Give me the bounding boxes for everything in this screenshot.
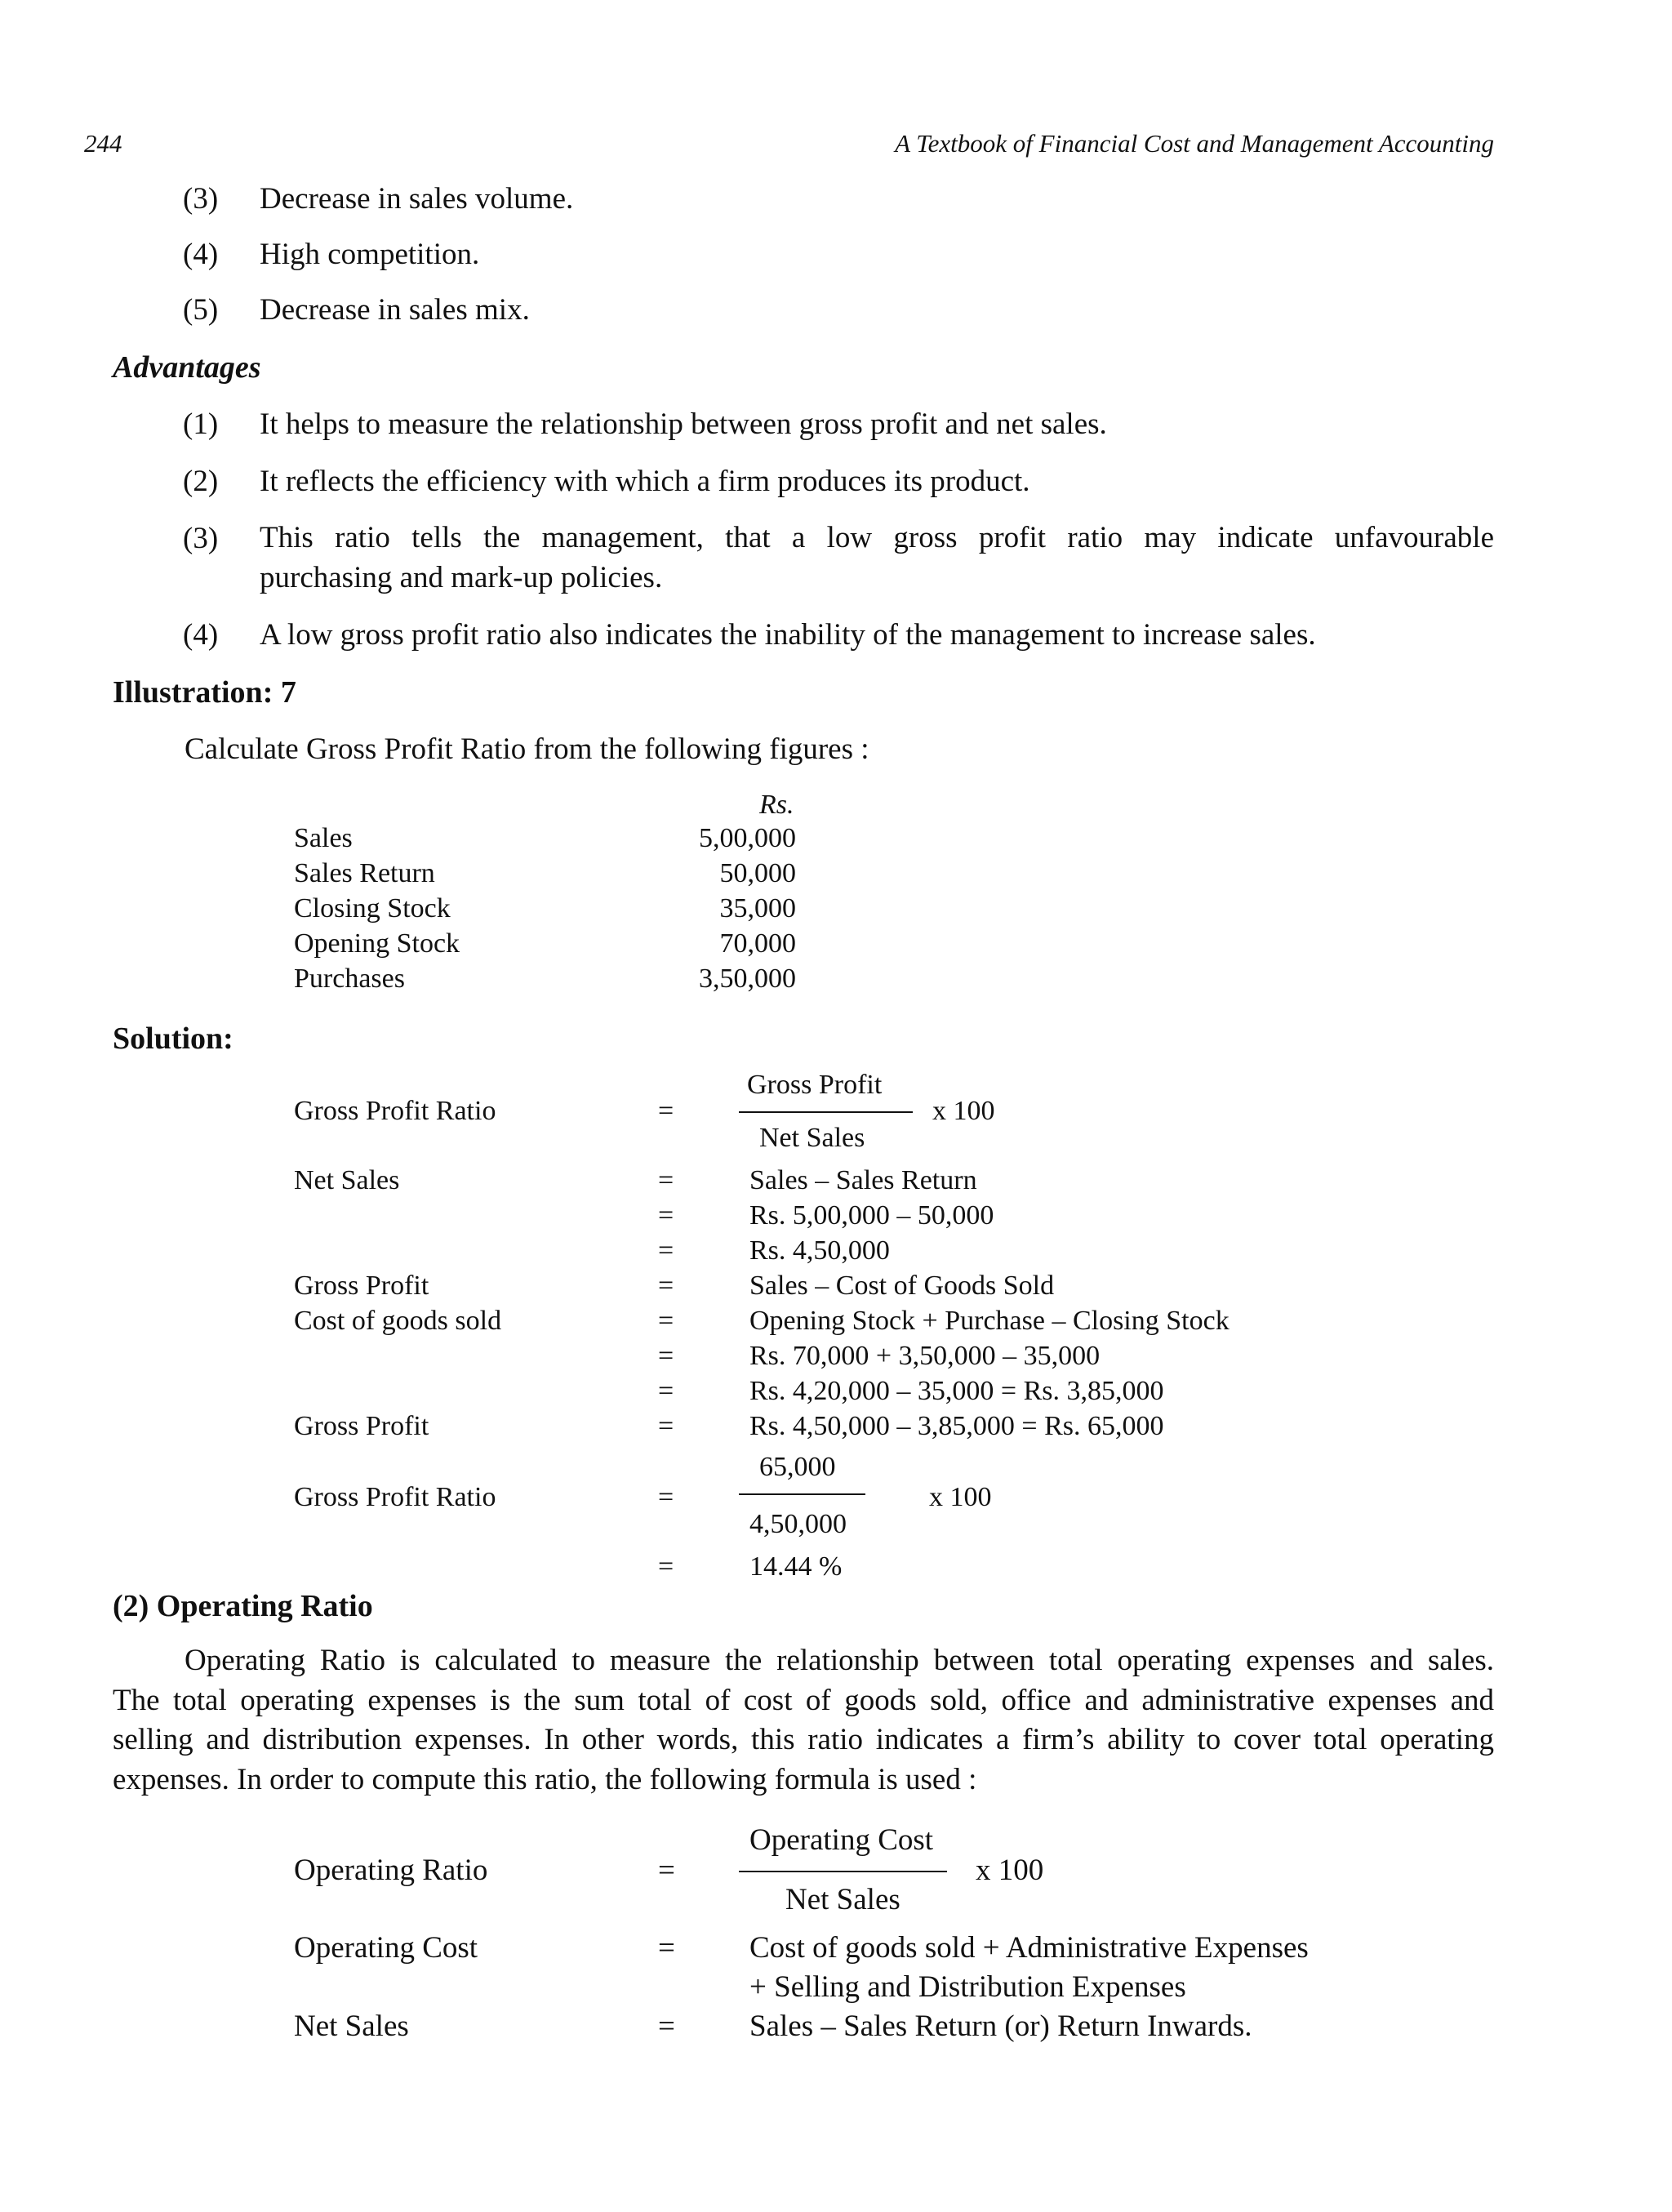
multiplier: x 100: [932, 1096, 995, 1126]
step-expression: Rs. 70,000 + 3,50,000 – 35,000: [749, 1341, 1101, 1371]
paragraph-line: The total operating expenses is the sum total of cost of goods sold, office and administrative expenses and: [113, 1683, 1494, 1717]
list-item: It helps to measure the relationship between gross profit and net sales.: [260, 407, 1107, 441]
multiplier: x 100: [976, 1854, 1044, 1887]
equals-sign: =: [658, 1306, 674, 1336]
step-expression: Opening Stock + Purchase – Closing Stock: [749, 1306, 1230, 1336]
equals-sign: =: [658, 1411, 674, 1441]
equals-sign: =: [658, 1341, 674, 1371]
table-row-value: 35,000: [719, 893, 796, 924]
multiplier: x 100: [929, 1482, 992, 1512]
equals-sign: =: [658, 1854, 675, 1887]
list-item: Decrease in sales mix.: [260, 293, 530, 327]
list-number: (1): [183, 407, 219, 441]
formula-label: Operating Ratio: [294, 1854, 488, 1887]
equals-sign: =: [658, 1931, 675, 1965]
table-row-label: Closing Stock: [294, 893, 451, 924]
formula-label: Gross Profit Ratio: [294, 1096, 496, 1126]
list-item-line: purchasing and mark-up policies.: [260, 560, 663, 594]
table-row-value: 3,50,000: [699, 964, 796, 994]
step-expression: Rs. 5,00,000 – 50,000: [749, 1200, 994, 1231]
list-number: (5): [183, 293, 219, 327]
definition-expression: Sales – Sales Return (or) Return Inwards.: [749, 2009, 1252, 2043]
step-label: Gross Profit: [294, 1271, 429, 1301]
running-header: A Textbook of Financial Cost and Management Accounting: [895, 129, 1494, 158]
fraction-denominator: Net Sales: [785, 1883, 900, 1916]
equals-sign: =: [658, 2009, 675, 2043]
fraction-denominator: 4,50,000: [749, 1509, 847, 1539]
list-item: High competition.: [260, 238, 480, 271]
list-item: [260, 519, 1494, 598]
list-number: (4): [183, 618, 219, 652]
table-row-label: Opening Stock: [294, 928, 460, 959]
list-number: (3): [183, 522, 219, 555]
definition-label: Operating Cost: [294, 1931, 478, 1965]
operating-ratio-paragraph: [113, 1641, 1494, 1800]
formula-label: Gross Profit Ratio: [294, 1482, 496, 1512]
paragraph-line: expenses. In order to compute this ratio, the following formula is used :: [113, 1762, 977, 1796]
list-number: (4): [183, 238, 219, 271]
fraction-denominator: Net Sales: [759, 1123, 865, 1153]
table-row-label: Sales Return: [294, 858, 435, 888]
equals-sign: =: [658, 1165, 674, 1195]
operating-ratio-heading: (2) Operating Ratio: [113, 1589, 373, 1623]
list-item: Decrease in sales volume.: [260, 182, 574, 216]
equals-sign: =: [658, 1271, 674, 1301]
step-label: Gross Profit: [294, 1411, 429, 1441]
section-heading-advantages: Advantages: [113, 350, 261, 385]
list-item-line: This ratio tells the management, that a low gross profit ratio may indicate unfavourable: [260, 521, 1494, 554]
step-expression: Rs. 4,50,000: [749, 1235, 890, 1266]
illustration-prompt: Calculate Gross Profit Ratio from the following figures :: [185, 732, 869, 766]
list-number: (2): [183, 465, 219, 498]
list-item: It reflects the efficiency with which a firm produces its product.: [260, 465, 1030, 498]
result-value: 14.44 %: [749, 1551, 843, 1582]
equals-sign: =: [658, 1200, 674, 1231]
table-row-value: 50,000: [719, 858, 796, 888]
illustration-heading: Illustration: 7: [113, 675, 296, 710]
table-row-label: Purchases: [294, 964, 405, 994]
solution-heading: Solution:: [113, 1021, 233, 1056]
definition-label: Net Sales: [294, 2009, 409, 2043]
list-number: (3): [183, 182, 219, 216]
page-number: 244: [84, 129, 122, 158]
table-row-label: Sales: [294, 823, 353, 853]
table-row-value: 5,00,000: [699, 823, 796, 853]
equals-sign: =: [658, 1096, 674, 1126]
paragraph-line: selling and distribution expenses. In other words, this ratio indicates a firm’s ability to cover total operating: [113, 1723, 1494, 1756]
step-expression: Sales – Sales Return: [749, 1165, 977, 1195]
step-label: Net Sales: [294, 1165, 400, 1195]
list-item: A low gross profit ratio also indicates the inability of the management to increase sales.: [260, 618, 1316, 652]
step-expression: Sales – Cost of Goods Sold: [749, 1271, 1055, 1301]
fraction-bar: [739, 1493, 865, 1495]
definition-expression: Cost of goods sold + Administrative Expenses: [749, 1931, 1309, 1965]
table-row-value: 70,000: [719, 928, 796, 959]
definition-expression: + Selling and Distribution Expenses: [749, 1970, 1186, 2004]
equals-sign: =: [658, 1376, 674, 1406]
fraction-numerator: Gross Profit: [747, 1070, 883, 1100]
step-label: Cost of goods sold: [294, 1306, 502, 1336]
fraction-numerator: Operating Cost: [749, 1823, 934, 1857]
equals-sign: =: [658, 1482, 674, 1512]
step-expression: Rs. 4,20,000 – 35,000 = Rs. 3,85,000: [749, 1376, 1164, 1406]
step-expression: Rs. 4,50,000 – 3,85,000 = Rs. 65,000: [749, 1411, 1164, 1441]
fraction-bar: [739, 1871, 947, 1872]
fraction-numerator: 65,000: [759, 1452, 836, 1482]
equals-sign: =: [658, 1235, 674, 1266]
paragraph-line: Operating Ratio is calculated to measure the relationship between total operating expenses and sales.: [185, 1644, 1494, 1677]
equals-sign: =: [658, 1551, 674, 1582]
fraction-bar: [739, 1111, 913, 1113]
currency-header: Rs.: [759, 790, 794, 820]
